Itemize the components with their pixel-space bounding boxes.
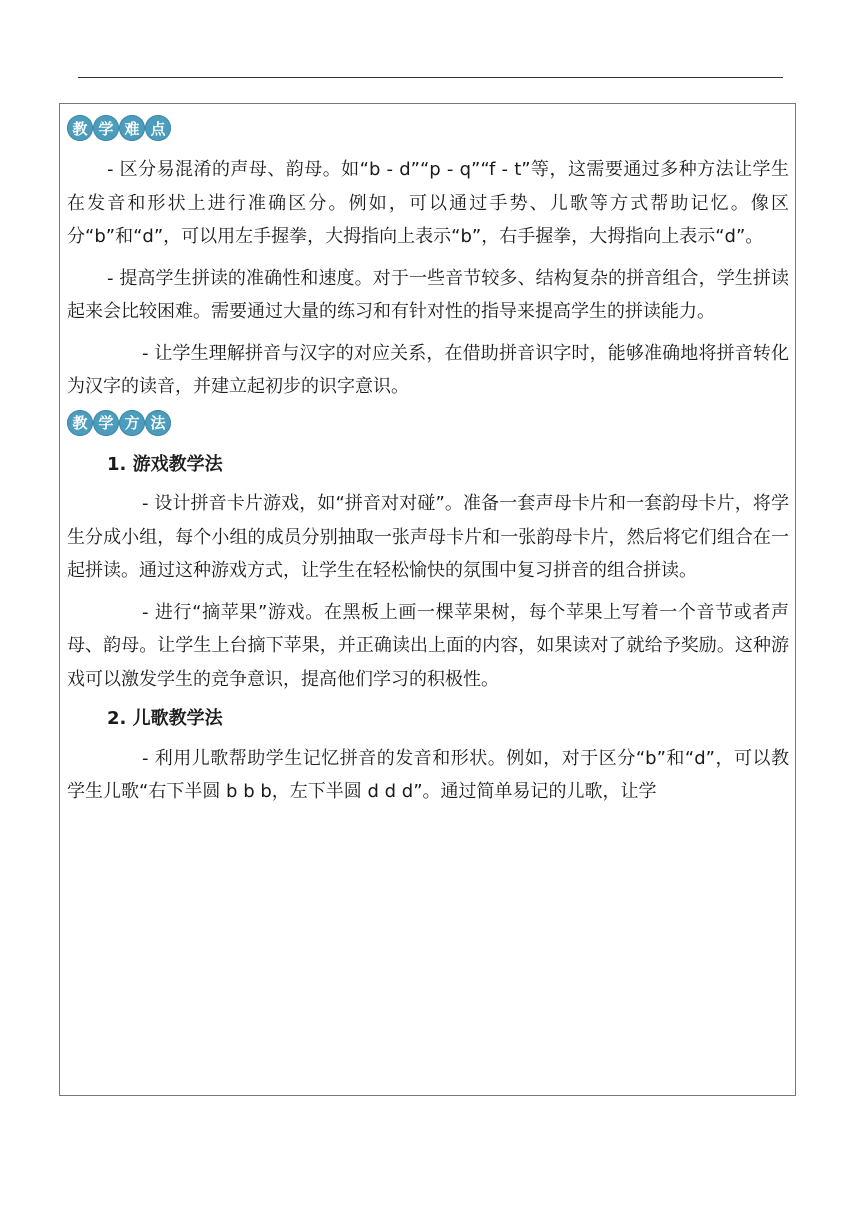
section-heading-methods [67,410,789,442]
paragraph: - 提高学生拼读的准确性和速度。对于一些音节较多、结构复杂的拼音组合，学生拼读起来会比较困难。需要通过大量的练习和有针对性的指导来提高学生的拼读能力。 [67,267,789,322]
paragraph: - 让学生理解拼音与汉字的对应关系，在借助拼音识字时，能够准确地将拼音转化为汉字的读音，并建立起初步的识字意识。 [67,342,789,397]
heading-badge: 难 [119,115,145,141]
heading-badge: 点 [145,115,171,141]
heading-badge: 教 [67,115,93,141]
paragraph: - 利用儿歌帮助学生记忆拼音的发音和形状。例如，对于区分“b”和“d”，可以教学生儿歌“右下半圆 b b b，左下半圆 d d d”。通过简单易记的儿歌，让学 [67,747,789,802]
subheading-song-method: 2. 儿歌教学法 [107,708,223,729]
header-rule [78,77,783,78]
section-heading-difficulties [67,115,789,147]
content-body [67,111,789,809]
heading-badge: 学 [93,410,119,436]
content-frame [59,103,796,1096]
paragraph: - 进行“摘苹果”游戏。在黑板上画一棵苹果树，每个苹果上写着一个音节或者声母、韵母。让学生上台摘下苹果，并正确读出上面的内容，如果读对了就给予奖励。这种游戏可以激发学生的竞争意识，提高他们学习的积极性。 [67,601,789,690]
paragraph: - 区分易混淆的声母、韵母。如“b - d”“p - q”“f - t”等，这需要通过多种方法让学生在发音和形状上进行准确区分。例如，可以通过手势、儿歌等方式帮助记忆。像区分“b”和“d”，可以用左手握拳，大拇指向上表示“b”，右手握拳，大拇指向上表示“d”。 [67,159,789,247]
heading-badge: 法 [145,410,171,436]
heading-badge: 方 [119,410,145,436]
heading-badge: 学 [93,115,119,141]
heading-badge: 教 [67,410,93,436]
paragraph: - 设计拼音卡片游戏，如“拼音对对碰”。准备一套声母卡片和一套韵母卡片，将学生分成小组，每个小组的成员分别抽取一张声母卡片和一张韵母卡片，然后将它们组合在一起拼读。通过这种游戏方式，让学生在轻松愉快的氛围中复习拼音的组合拼读。 [67,493,789,581]
subheading-game-method: 1. 游戏教学法 [107,453,223,475]
